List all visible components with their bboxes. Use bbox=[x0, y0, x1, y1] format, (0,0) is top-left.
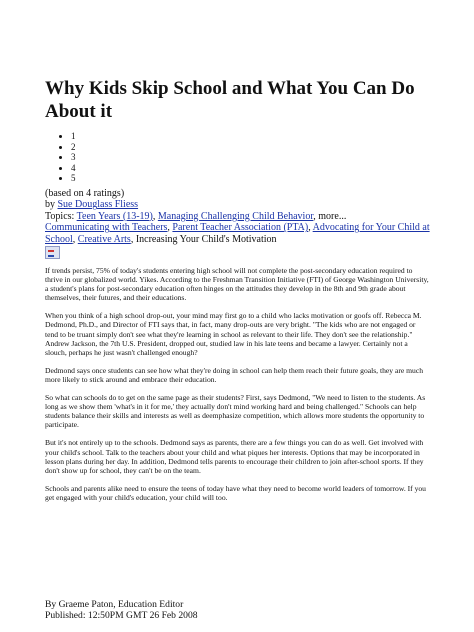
article-title: Why Kids Skip School and What You Can Do About it bbox=[45, 78, 415, 122]
link-creative-arts[interactable]: Creative Arts bbox=[77, 233, 131, 245]
by-prefix: by bbox=[45, 199, 58, 211]
paragraph-4: So what can schools do to get on the same page as their students? First, says Dedmond, "We need to listen to the students. As long as we show them 'what's in it for me,' they actually don't mind working hard and being challenged." Schools can help students balance their skills and interests as well as deemphasize competition, which allows more students the opportunity to participate. bbox=[45, 393, 426, 430]
share-icon[interactable] bbox=[45, 246, 60, 259]
article-footer bbox=[45, 599, 198, 621]
plain-topic: , Increasing Your Child's Motivation bbox=[130, 233, 277, 245]
author-link[interactable]: Sue Douglass Fliess bbox=[57, 199, 139, 211]
rating-option-5[interactable]: • 5 bbox=[71, 173, 430, 184]
topic-link-teen-years[interactable]: Teen Years (13-19) bbox=[76, 210, 153, 222]
paragraph-5: But it's not entirely up to the schools. Dedmond says as parents, there are a few things you can do as well. Get involved with your child's school. Talk to the teachers about your child and what piques her interests. Options that may be incorporated in lesson plans during her day. In addition, Dedmond tells parents to encourage their children to join after-school sports. If they don't show up for school, they can't be on the team. bbox=[45, 438, 424, 475]
paragraph-2: When you think of a high school drop-out, your mind may first go to a child who lacks motivation or goofs off. Rebecca M. Dedmond, Ph.D., and Director of FTI says that, in fact, many drop-outs are very bright. "The kids who are not engaged or tend to be truant simply don't see what they're learning in school as relevant to their life. They don't see the relationship." Andrew Jackson, the 7th U.S. President, dropped out, studied law in his late teens and became a lawyer. Certainly not a slouch, perhaps he just wasn't challenged enough? bbox=[45, 311, 422, 357]
topics-more: , more... bbox=[313, 210, 347, 222]
rating-option-1[interactable]: • 1 bbox=[71, 131, 430, 142]
topics-label: Topics: bbox=[45, 210, 77, 222]
topics-line bbox=[45, 211, 430, 222]
article-body bbox=[45, 266, 430, 502]
rating-option-2[interactable]: • 2 bbox=[71, 142, 430, 153]
link-separator: , bbox=[308, 222, 313, 234]
topic-link-challenging-behavior[interactable]: Managing Challenging Child Behavior bbox=[157, 210, 314, 222]
rating-count: (based on 4 ratings) bbox=[45, 187, 125, 199]
paragraph-6: Schools and parents alike need to ensure the teens of today have what they need to become world leaders of tomorrow. If you get engaged with your child's education, your child will too. bbox=[45, 483, 426, 502]
rating-option-4[interactable]: • 4 bbox=[71, 163, 430, 174]
topics-separator: , bbox=[152, 210, 158, 222]
related-links bbox=[45, 222, 430, 245]
rating-option-3[interactable]: • 3 bbox=[71, 152, 430, 163]
link-communicating-with-teachers[interactable]: Communicating with Teachers bbox=[45, 222, 168, 234]
link-separator: , bbox=[167, 222, 173, 234]
rating-list bbox=[45, 131, 430, 184]
published-date: Published: 12:50PM GMT 26 Feb 2008 bbox=[45, 610, 198, 621]
link-separator: , bbox=[72, 233, 78, 245]
paragraph-1: If trends persist, 75% of today's students entering high school will not complete the post-secondary education required to thrive in our globalized world. Yikes. According to the Freshman Transition Initiative (FTI) of George Washington University, a student's plans for post-secondary education often hinges on the attitudes they develop in the 8th and 9th grade about themselves, their futures, and their educations. bbox=[45, 266, 429, 303]
paragraph-3: Dedmond says once students can see how what they're doing in school can help them reach their future goals, they are much more likely to stick around and embrace their education. bbox=[45, 365, 423, 384]
byline: By Graeme Paton, Education Editor bbox=[45, 599, 184, 610]
link-advocating-for-your-child[interactable]: Advocating for Your Child at School bbox=[45, 222, 430, 245]
article-meta bbox=[45, 188, 430, 259]
link-pta[interactable]: Parent Teacher Association (PTA) bbox=[172, 222, 309, 234]
author-line bbox=[45, 199, 430, 210]
